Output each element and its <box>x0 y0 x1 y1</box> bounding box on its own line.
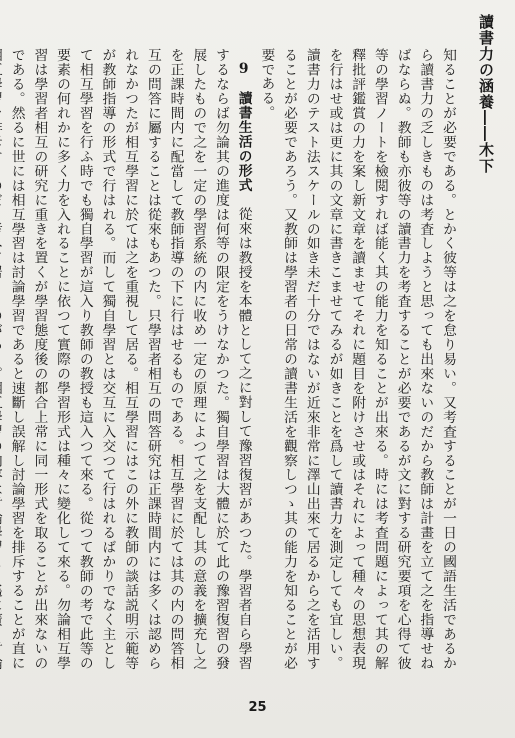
body-text <box>8 48 459 670</box>
page-number: 25 <box>248 700 267 715</box>
paragraph-1: 知ることが必要である。とかく彼等は之を怠り易い。又考査することが一日の國語生活であるから讀書力の乏しきものは考査しようと思っても出來ないのだから教師は計畫を立て之を指導せねばならぬ。教師も亦彼等の讀書力を考査することが必要であるが文に對する研究要項を心得て彼等の學習ノートを檢閲すれば能く其の能力を知ることが出來る。時には考査問題によって其の解釋批評鑑賞の力を案し新文章を讀ませてそれに題目を附けさせ或はそれによって種々の思想表現を行はせ或は更に其の文章に書きこませてみるが如きことを爲して讀書力を測定しても宜しい。讀書力のテスト法スケールの如き未だ十分ではないが近來非常に澤山出來て居るから之を活用することが必要であろう。又教師は學習者の日常の讀書生活を觀察しつゝ其の能力を知ることが必要である。 <box>258 48 456 670</box>
paragraph-2: 從來は教授を本體として之に對して豫習復習があつた。學習者自ら學習するならば勿論其の進度は何等の限定をうけなかつた。獨自學習は大體に於て此の豫習復習の發展したもので之を一定の學習系統の内に收め一定の原理によつて之を支配し其の意義を擴充し之を正課時間内に配當して教師指導の下に行はせるものである。相互學習に於ては其の内の問答相互の問答に屬することは從來もあつた。只學習者相互の問答研究は正課時間内には多くは認められなかつたが相互學習に於ては之を重視して居る。相互學習にはこの外に教師の談話説明示範等が教師指導の形式で行はれる。而して獨自學習とは交互に入交つて行はれるばかりでなく主として相互學習を行ふ時でも獨自學習が這入り教師の教授も這入つて來る。從つて教師の考で此等の要素の何れかに多く力を入れることに依つて實際の學習形式は種々に變化して來る。勿論相互學習は學習者相互の研究に重きを置くが學習態度後の都合上常に同一形式を取ることが出來ないのである。然るに世には相互學習は討論學習であると速斷し誤解し討論學習を排斥することが直に <box>8 48 252 670</box>
section-number: 9 <box>238 62 249 77</box>
running-head: 讀書力の涵養――木下 <box>477 14 495 174</box>
section-title: 讀書生活の形式 <box>235 90 252 193</box>
section-paragraph <box>0 48 255 670</box>
